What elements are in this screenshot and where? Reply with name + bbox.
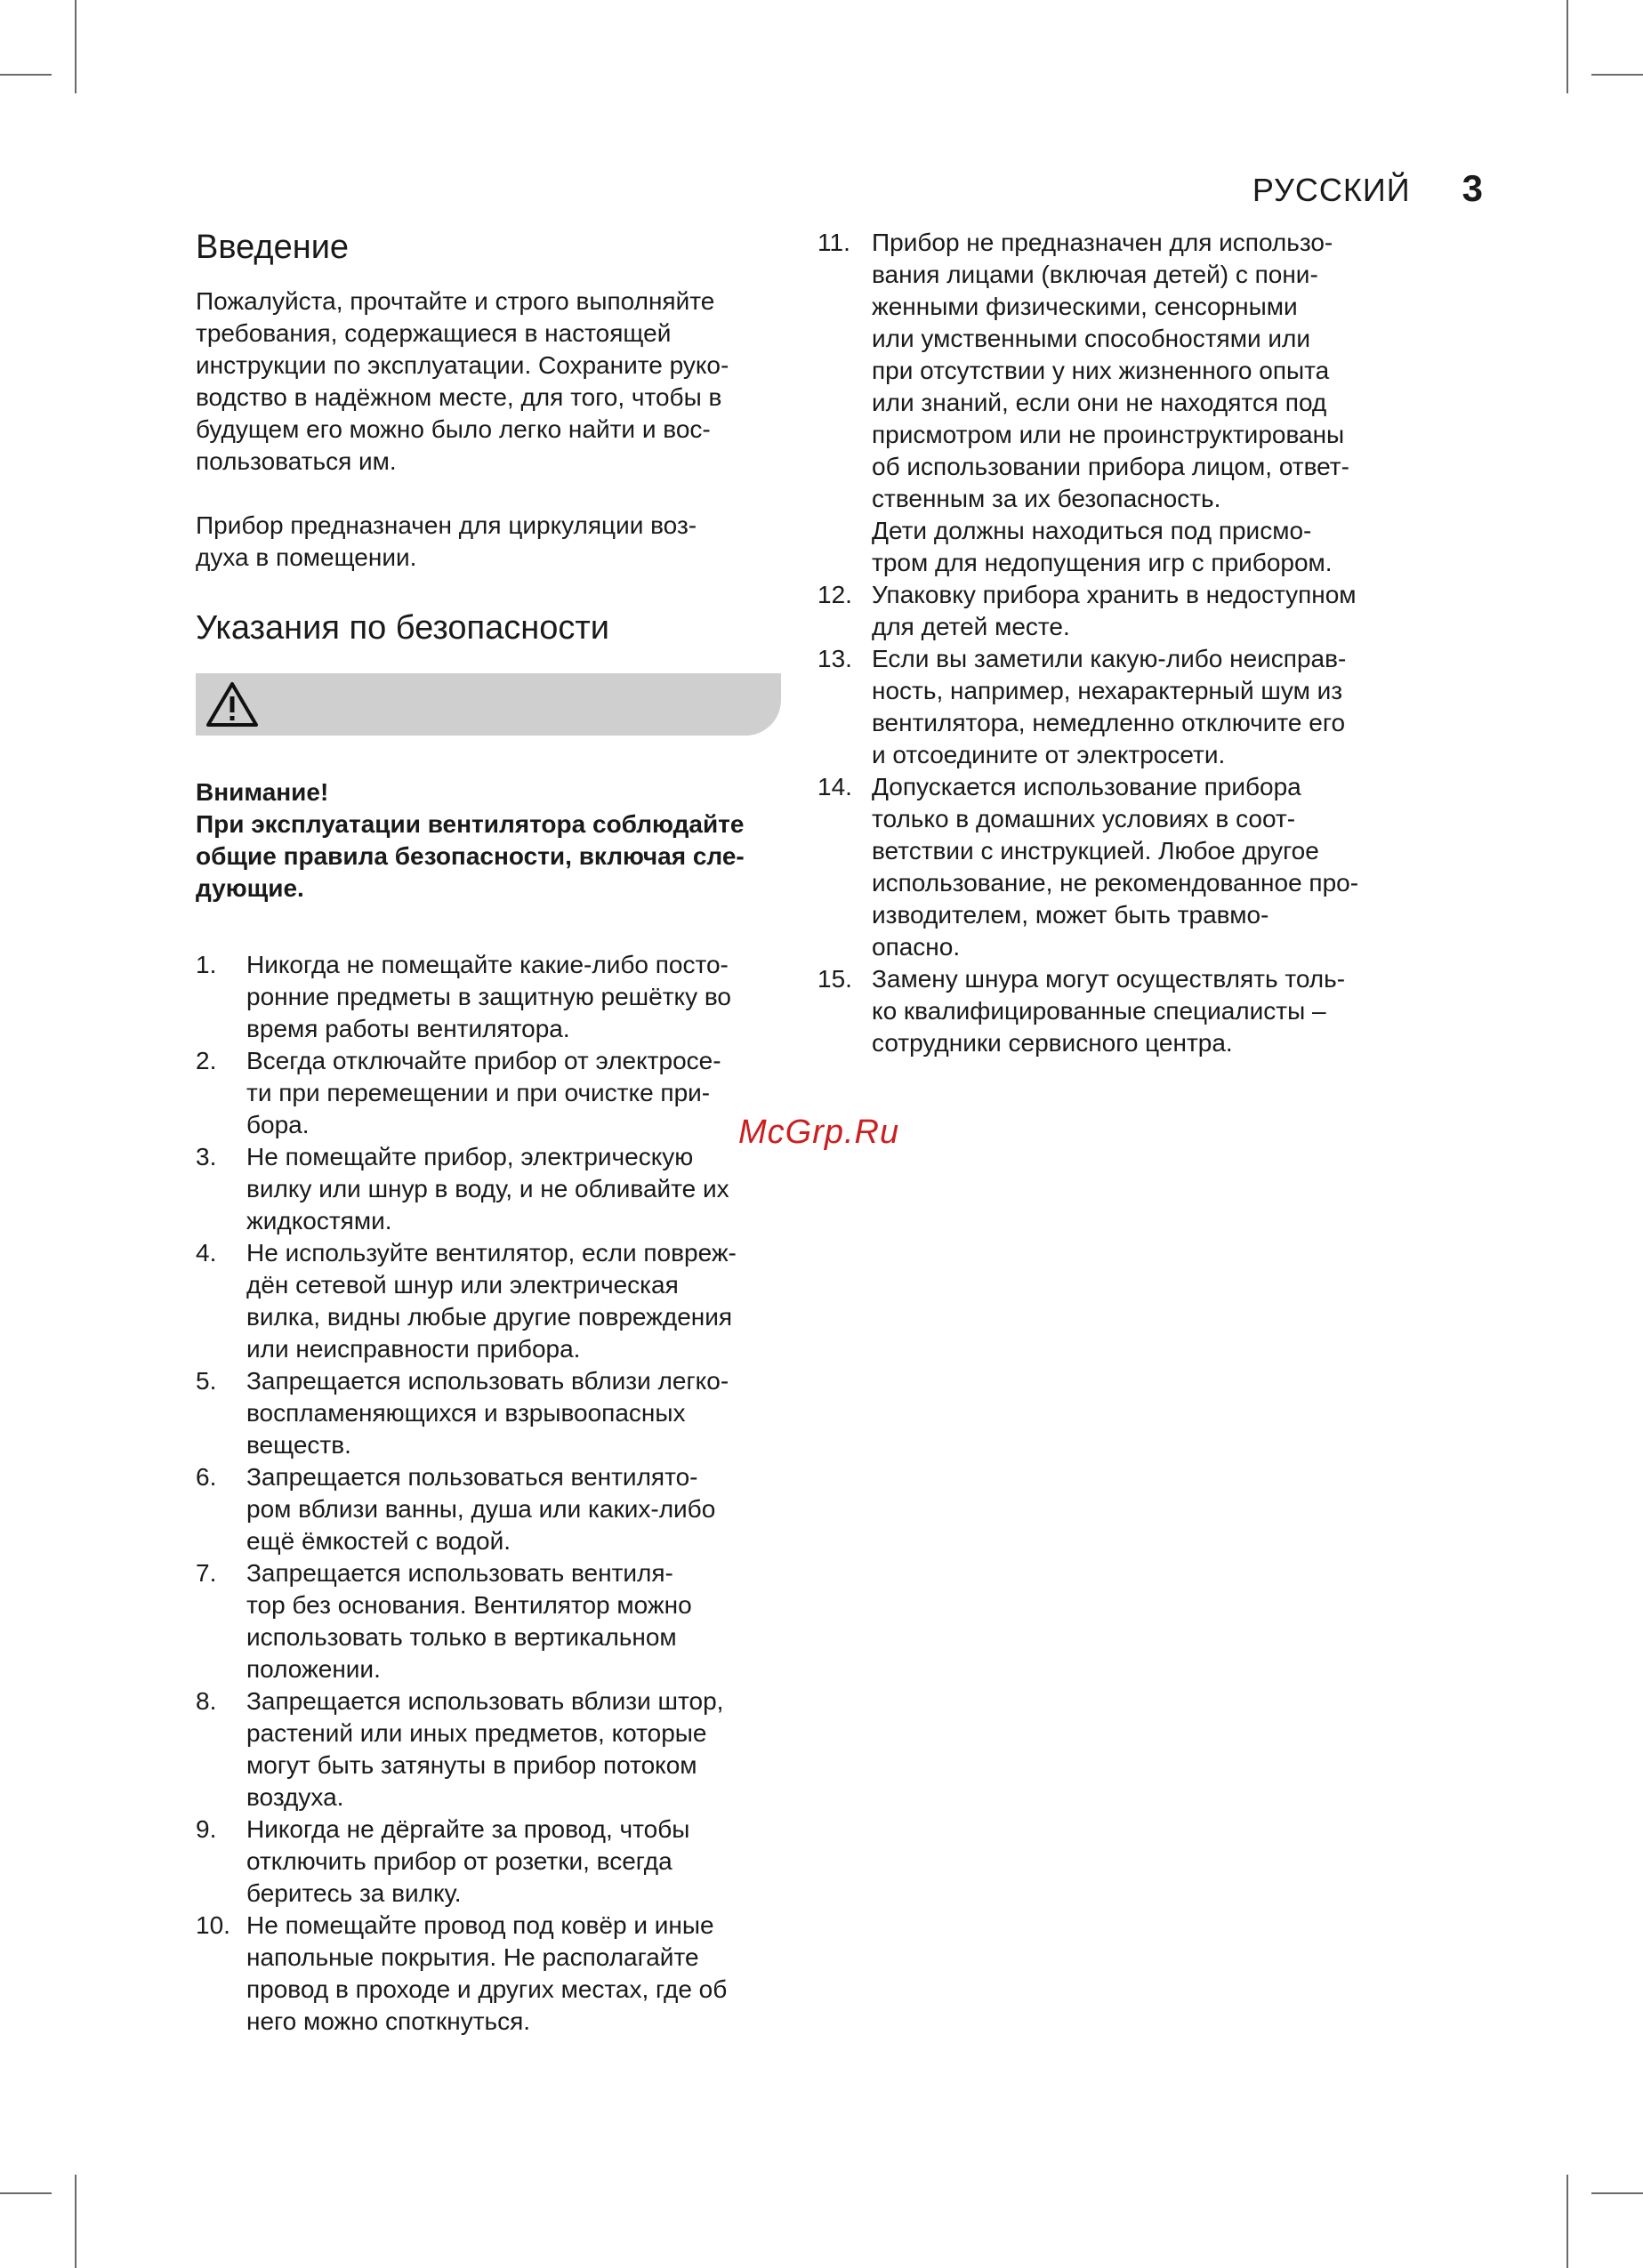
list-item: 15. Замену шнура могут осуществлять толь- ко квалифицированные специалисты – сотрудники сервисного центра. — [817, 965, 1346, 1057]
list-item: 2. Всегда отключайте прибор от электросе- ти при перемещении и при очистке при- бора. — [196, 1047, 721, 1138]
warning-triangle-icon — [205, 680, 260, 728]
right-column — [817, 227, 1425, 1059]
left-column — [196, 227, 783, 2038]
crop-mark — [0, 2192, 52, 2194]
list-item: 14. Допускается использование прибора только в домашних условиях в соот- ветствии с инструкцией. Любое другое использование, не рекомендованное про- изводителем, может быть травмо- опасно. — [817, 773, 1359, 961]
list-item: 1. Никогда не помещайте какие-либо посто- ронние предметы в защитную решётку во время работы вентилятора. — [196, 951, 732, 1042]
safety-intro: При эксплуатации вентилятора соблюдайте общие правила безопасности, включая сле- дующие. — [196, 810, 745, 902]
list-item: 12. Упаковку прибора хранить в недоступном для детей месте. — [817, 581, 1357, 640]
crop-mark — [75, 2175, 77, 2268]
crop-mark — [1566, 0, 1568, 93]
safety-title: Указания по безопасности — [196, 609, 609, 647]
intro-paragraph: Пожалуйста, прочтайте и строго выполняйте требования, содержащиеся в настоящей инструкции по эксплуатации. Сохраните руко- водство в надёжном месте, для того, чтобы в будущем его можно было легко найти и вос- пользоваться им. — [196, 287, 729, 475]
list-item: 5. Запрещается использовать вблизи легко- воспламеняющихся и взрывоопасных веществ. — [196, 1367, 729, 1459]
list-item: 4. Не используйте вентилятор, если повреж- дён сетевой шнур или электрическая вилка, видны любые другие повреждения или неисправности прибора. — [196, 1239, 737, 1363]
list-item: 7. Запрещается использовать вентиля- тор без основания. Вентилятор можно использовать только в вертикальном положении. — [196, 1559, 692, 1683]
intro-title: Введение — [196, 229, 350, 266]
page-header — [1252, 167, 1483, 210]
list-item: 6. Запрещается пользоваться вентилято- ром вблизи ванны, душа или каких-либо ещё ёмкостей с водой. — [196, 1463, 716, 1555]
language-label: РУССКИЙ — [1252, 172, 1411, 208]
list-item: 11. Прибор не предназначен для использо- вания лицами (включая детей) с пони- женными физическими, сенсорными или умственными способностями или при отсутствии у них жизненного опыта или знаний, если они не находятся под присмотром или не проинструктированы об использовании прибора лицом, ответ- ственным за их безопасность. Дети должны находиться под присмо- тром для недопущения игр с прибором. — [817, 229, 1349, 576]
list-item: 13. Если вы заметили какую-либо неисправ- ность, например, нехарактерный шум из вентилятора, немедленно отключите его и отсоедините от электросети. — [817, 645, 1347, 768]
crop-mark — [0, 74, 52, 76]
list-item: 8. Запрещается использовать вблизи штор, растений или иных предметов, которые могут быть затянуты в прибор потоком воздуха. — [196, 1687, 724, 1811]
attention-label: Внимание! — [196, 778, 329, 806]
crop-mark — [75, 0, 77, 93]
list-item: 10. Не помещайте провод под ковёр и иные напольные покрытия. Не располагайте провод в проходе и других местах, где об него можно споткнуться. — [196, 1911, 728, 2035]
crop-mark — [1591, 74, 1643, 76]
safety-list — [196, 949, 783, 2038]
warning-band — [196, 673, 781, 736]
list-item: 3. Не помещайте прибор, электрическую вилку или шнур в воду, и не обливайте их жидкостями. — [196, 1143, 729, 1235]
watermark: McGrp.Ru — [738, 1114, 900, 1151]
crop-mark — [1566, 2175, 1568, 2268]
crop-mark — [1591, 2192, 1643, 2194]
intro-paragraph: Прибор предназначен для циркуляции воз- духа в помещении. — [196, 511, 697, 571]
page-number: 3 — [1462, 167, 1483, 209]
safety-list-continued — [817, 227, 1425, 1059]
list-item: 9. Никогда не дёргайте за провод, чтобы отключить прибор от розетки, всегда беритесь за вилку. — [196, 1815, 690, 1907]
